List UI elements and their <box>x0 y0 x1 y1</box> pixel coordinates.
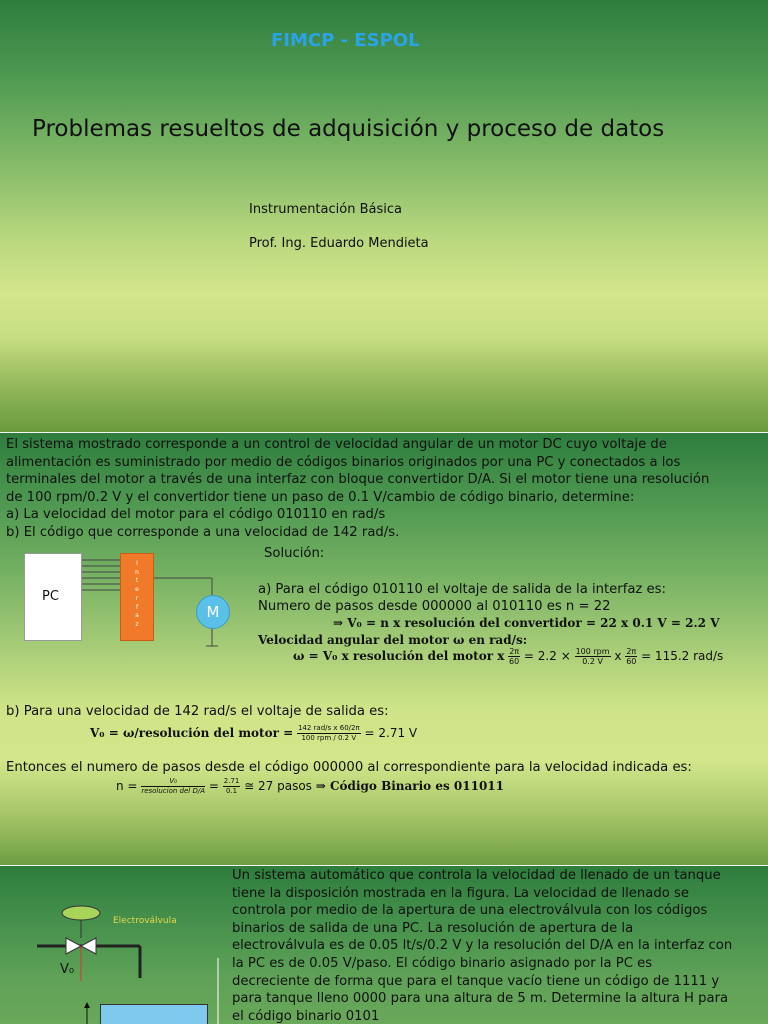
tank-diagram <box>0 866 232 1024</box>
problem-line: Un sistema automático que controla la velocidad de llenado de un tanque <box>232 868 721 883</box>
professor-name: Prof. Ing. Eduardo Mendieta <box>249 236 429 251</box>
problem-slide-2 <box>0 866 768 1024</box>
fraction-den: 0.1 <box>225 787 238 795</box>
eq-text: = <box>208 779 219 793</box>
fraction <box>223 777 241 796</box>
tank-water <box>100 1004 208 1024</box>
fraction-num: 2π <box>509 647 520 656</box>
problem-line: de 100 rpm/0.2 V y el convertidor tiene un paso de 0.1 V/cambio de código binario, determine: <box>6 489 635 505</box>
vo-label: V₀ <box>60 962 75 977</box>
solution-a-eq2 <box>293 647 723 666</box>
fraction-num: 2.71 <box>223 777 240 785</box>
problem-statement-2 <box>232 867 762 1024</box>
eq-text: n = <box>116 779 138 793</box>
problem-line: El sistema mostrado corresponde a un control de velocidad angular de un motor DC cuyo voltaje de <box>6 437 667 452</box>
problem-line: el código binario 0101 <box>232 1008 380 1024</box>
solution-a-heading2: Velocidad angular del motor ω en rad/s: <box>258 633 528 647</box>
eq-text: = 2.71 V <box>364 726 418 740</box>
fraction-den: 60 <box>509 657 520 666</box>
fraction <box>508 647 520 666</box>
solution-heading: Solución: <box>264 546 325 561</box>
problem-line: a) La velocidad del motor para el código 010110 en rad/s <box>6 507 386 523</box>
valve-label: Electroválvula <box>113 916 177 926</box>
eq-text: ω = V₀ x resolución del motor x <box>293 649 505 663</box>
slide-title: Problemas resueltos de adquisición y proceso de datos <box>32 116 665 142</box>
problem-line: decreciente de forma que para el tanque vacío tiene un código de 1111 y <box>232 973 720 989</box>
problem-line: b) El código que corresponde a una velocidad de 142 rad/s. <box>6 524 400 540</box>
problem-line: la PC es de 0.05 V/paso. El código binario asignado por la PC es <box>232 955 653 971</box>
fraction <box>625 647 637 666</box>
fraction <box>141 777 205 796</box>
fraction <box>575 647 611 666</box>
solution-a-line2: Numero de pasos desde 000000 al 010110 es n = 22 <box>258 599 611 614</box>
problem-line: electroválvula es de 0.05 lt/s/0.2 V y la resolución del D/A en la interfaz con <box>232 938 733 954</box>
brand-heading: FIMCP - ESPOL <box>271 30 420 51</box>
problem-line: alimentación es suministrado por medio de códigos binarios originados por una PC y conectados a los <box>6 454 681 470</box>
motor-label: M <box>206 603 220 621</box>
solution-a-eq1: ⇒ V₀ = n x resolución del convertidor = 22 x 0.1 V = 2.2 V <box>333 616 720 630</box>
eq-text: = 115.2 rad/s <box>641 649 724 663</box>
problem-line: terminales del motor a través de una interfaz con bloque convertidor D/A. Si el motor tiene una resolución <box>6 472 710 488</box>
solution-b-line2: Entonces el numero de pasos desde el código 000000 al correspondiente para la velocidad indicada es: <box>6 760 692 775</box>
fraction-num: V₀ <box>141 777 205 787</box>
problem-line: controla por medio de la apertura de una electroválvula con los códigos <box>232 903 708 919</box>
fraction-den: 100 rpm / 0.2 V <box>301 734 357 742</box>
interface-label: I n t e r f a z <box>135 560 139 628</box>
pc-block <box>24 553 82 641</box>
fraction-den: resolucion del D/A <box>141 787 206 795</box>
title-slide <box>0 0 768 432</box>
pc-label: PC <box>42 589 59 604</box>
eq-text: V₀ = ω/resolución del motor = <box>90 726 294 740</box>
problem-line: para tanque lleno 0000 para una altura de 5 m. Determine la altura H para <box>232 991 729 1007</box>
problem-line: binarios de salida de una PC. La resolución de apertura de la <box>232 920 634 936</box>
eq-text: = 2.2 × <box>523 649 571 663</box>
problem-slide-1 <box>0 433 768 865</box>
solution-b-eq2 <box>116 777 504 796</box>
eq-text: x <box>614 649 622 663</box>
course-name: Instrumentación Básica <box>249 202 402 217</box>
fraction-num: 2π <box>626 647 637 656</box>
solution-b-eq1 <box>90 724 417 743</box>
motor-circle <box>196 595 230 629</box>
interface-block <box>120 553 154 641</box>
problem-line: tiene la disposición mostrada en la figura. La velocidad de llenado se <box>232 885 689 901</box>
fraction <box>297 724 361 743</box>
solution-a-line1: a) Para el código 010110 el voltaje de salida de la interfaz es: <box>258 582 666 597</box>
eq-text: ≅ 27 pasos <box>244 779 312 793</box>
fraction-den: 60 <box>626 657 637 666</box>
fraction-num: 100 rpm <box>575 647 610 656</box>
solution-b-line1: b) Para una velocidad de 142 rad/s el voltaje de salida es: <box>6 704 389 719</box>
fraction-num: 142 rad/s x 60/2π <box>297 724 360 732</box>
fraction-den: 0.2 V <box>582 657 603 666</box>
binary-result: ⇒ Código Binario es 011011 <box>315 779 505 793</box>
